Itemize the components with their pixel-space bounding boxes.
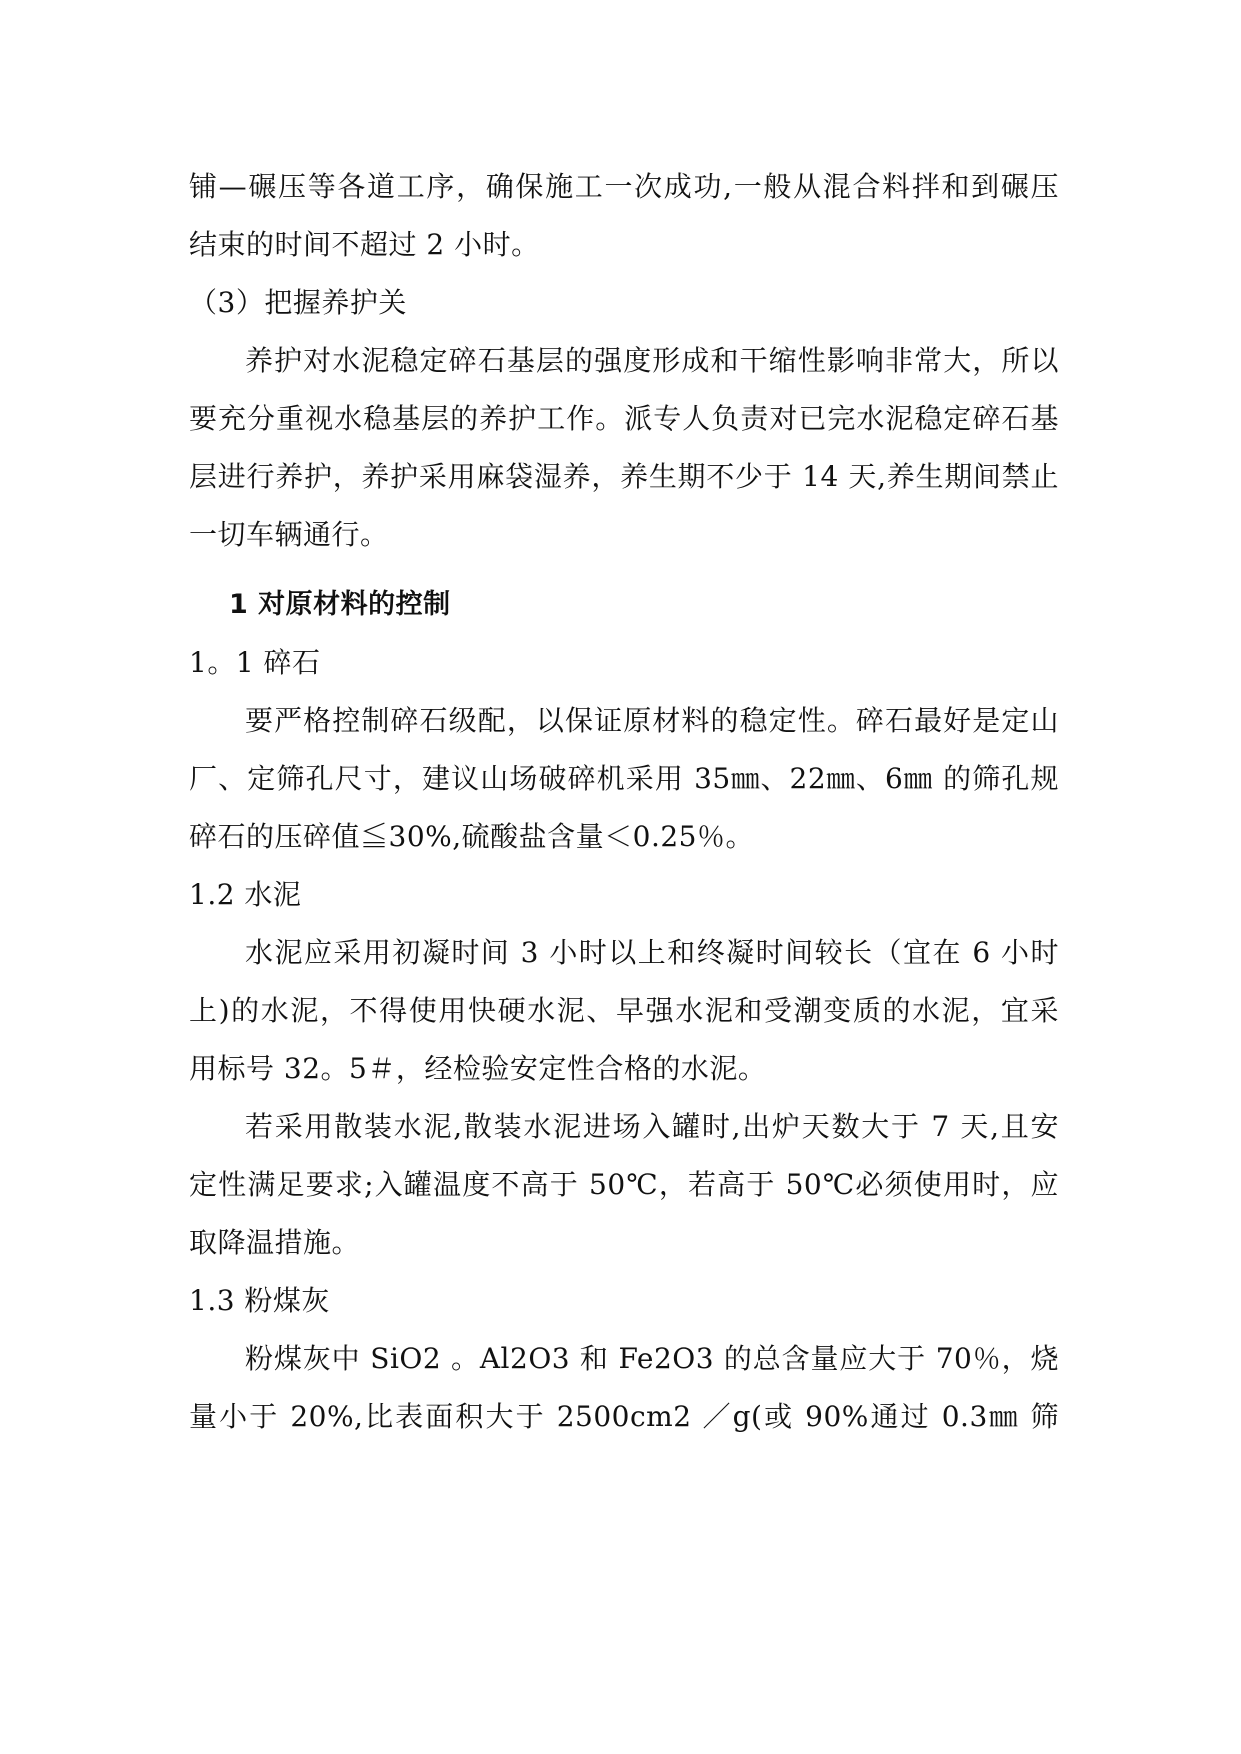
paragraph-line: 碎石的压碎值≦30%,硫酸盐含量＜0.25％。	[189, 820, 754, 853]
paragraph-line: 结束的时间不超过 2 小时。	[189, 228, 540, 261]
paragraph-line: 一切车辆通行。	[189, 518, 389, 551]
paragraph-line: 厂、定筛孔尺寸，建议山场破碎机采用 35㎜、22㎜、6㎜ 的筛孔规	[189, 762, 1059, 795]
paragraph-line: 要充分重视水稳基层的养护工作。派专人负责对已完水泥稳定碎石基	[189, 402, 1059, 435]
paragraph-line: 层进行养护，养护采用麻袋湿养，养生期不少于 14 天,养生期间禁止	[189, 460, 1059, 493]
paragraph-line: 量小于 20%,比表面积大于 2500cm2 ／g(或 90%通过 0.3㎜ 筛	[189, 1400, 1059, 1433]
paragraph-line: 定性满足要求;入罐温度不高于 50℃，若高于 50℃必须使用时，应	[189, 1168, 1059, 1201]
paragraph-line: 水泥应采用初凝时间 3 小时以上和终凝时间较长（宜在 6 小时	[245, 936, 1059, 969]
paragraph-line: 若采用散装水泥,散装水泥进场入罐时,出炉天数大于 7 天,且安	[245, 1110, 1059, 1143]
section-heading: 1 对原材料的控制	[229, 589, 451, 620]
paragraph-line: 铺—碾压等各道工序，确保施工一次成功,一般从混合料拌和到碾压	[189, 170, 1059, 203]
paragraph-line: 用标号 32。5＃，经检验安定性合格的水泥。	[189, 1052, 767, 1085]
paragraph-line: 上)的水泥，不得使用快硬水泥、早强水泥和受潮变质的水泥，宜采	[189, 994, 1059, 1027]
paragraph-line: 养护对水泥稳定碎石基层的强度形成和干缩性影响非常大，所以	[245, 344, 1059, 377]
subsection-title: （3）把握养护关	[189, 286, 407, 319]
subsection-title: 1.2 水泥	[189, 878, 302, 911]
paragraph-line: 粉煤灰中 SiO2 。Al2O3 和 Fe2O3 的总含量应大于 70％，烧	[245, 1342, 1059, 1375]
subsection-title: 1.3 粉煤灰	[189, 1284, 330, 1317]
document-body	[189, 158, 1059, 1446]
paragraph-line: 取降温措施。	[189, 1226, 361, 1259]
subsection-title: 1。1 碎石	[189, 646, 321, 679]
paragraph-line: 要严格控制碎石级配，以保证原材料的稳定性。碎石最好是定山	[245, 704, 1059, 737]
